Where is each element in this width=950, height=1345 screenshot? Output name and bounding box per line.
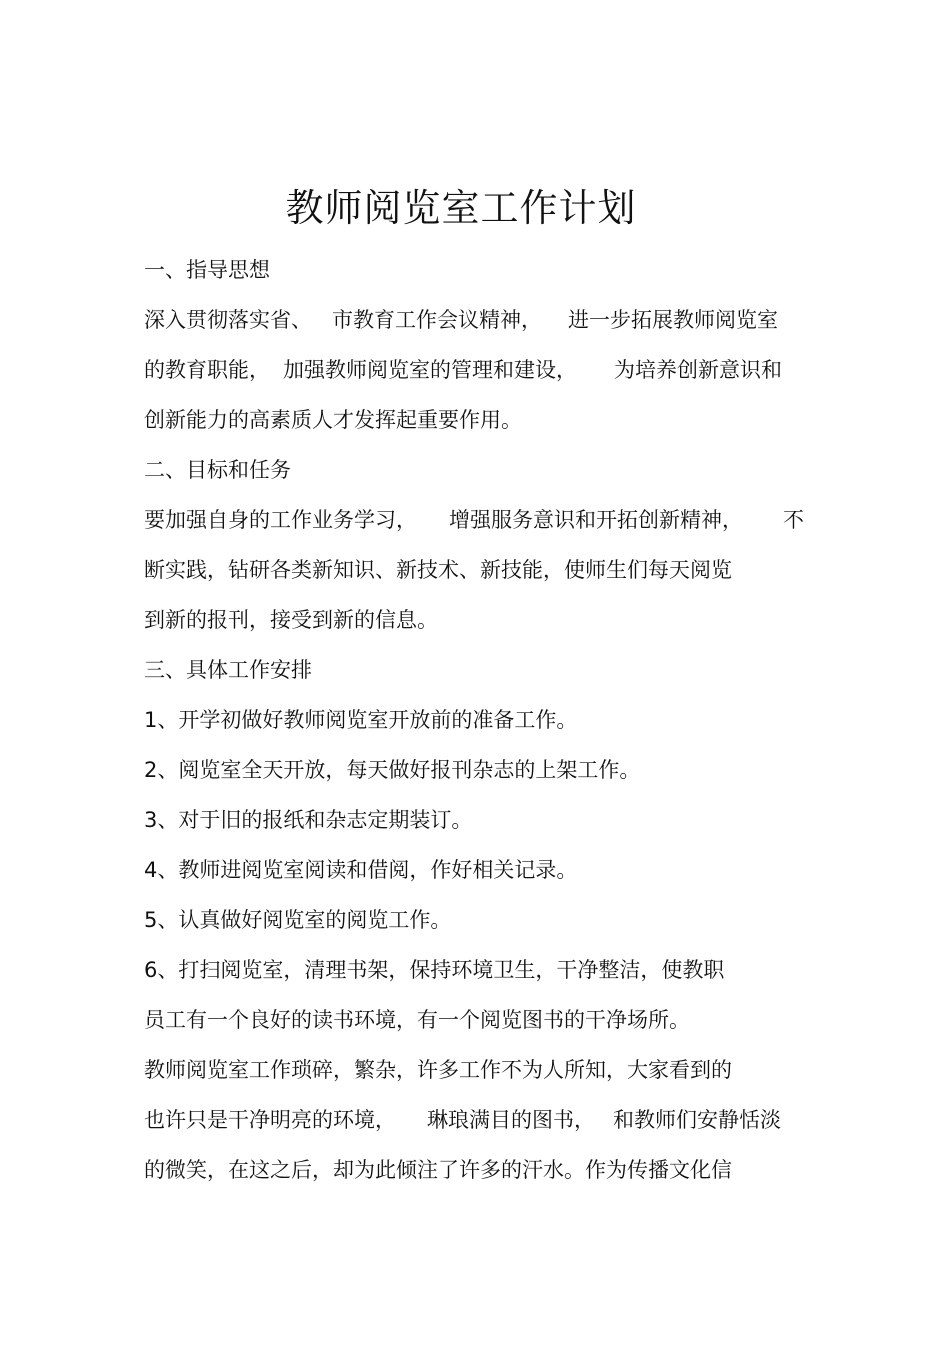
line-text: 到新的报刊，接受到新的信息。 [144,608,438,632]
line-text: 也许只是干净明亮的环境， [144,1108,396,1132]
line-text: 要加强自身的工作业务学习， [144,508,417,532]
line-text: 6、打扫阅览室，清理书架，保持环境卫生，干净整洁，使教职 [144,958,725,982]
line-text: 三、具体工作安排 [144,658,312,682]
line-text: 一、指导思想 [144,258,270,282]
line-text: 员工有一个良好的读书环境，有一个阅览图书的干净场所。 [144,1008,690,1032]
line-text: 增强服务意识和开拓创新精神， [449,508,743,532]
line-text: 加强教师阅览室的管理和建设， [283,358,577,382]
line-text: 不 [783,508,804,532]
line-text: 4、教师进阅览室阅读和借阅，作好相关记录。 [144,858,578,882]
line-text: 5、认真做好阅览室的阅览工作。 [144,908,452,932]
line-text: 进一步拓展教师阅览室 [568,308,778,332]
line-text: 1、开学初做好教师阅览室开放前的准备工作。 [144,708,578,732]
line-text: 的教育职能， [144,358,270,382]
document-title: 教师阅览室工作计划 [285,186,637,230]
line-text: 创新能力的高素质人才发挥起重要作用。 [144,408,522,432]
line-text: 和教师们安静恬淡 [613,1108,781,1132]
line-text: 3、对于旧的报纸和杂志定期装订。 [144,808,473,832]
line-text: 教师阅览室工作琐碎，繁杂，许多工作不为人所知，大家看到的 [144,1058,732,1082]
line-text: 市教育工作会议精神， [332,308,542,332]
line-text: 的微笑，在这之后，却为此倾注了许多的汗水。作为传播文化信 [144,1158,732,1182]
line-text: 琳琅满目的图书， [427,1108,595,1132]
line-text: 二、目标和任务 [144,458,291,482]
line-text: 断实践，钻研各类新知识、新技术、新技能，使师生们每天阅览 [144,558,732,582]
line-text: 深入贯彻落实省、 [144,308,312,332]
line-text: 2、阅览室全天开放，每天做好报刊杂志的上架工作。 [144,758,641,782]
line-text: 为培养创新意识和 [614,358,782,382]
